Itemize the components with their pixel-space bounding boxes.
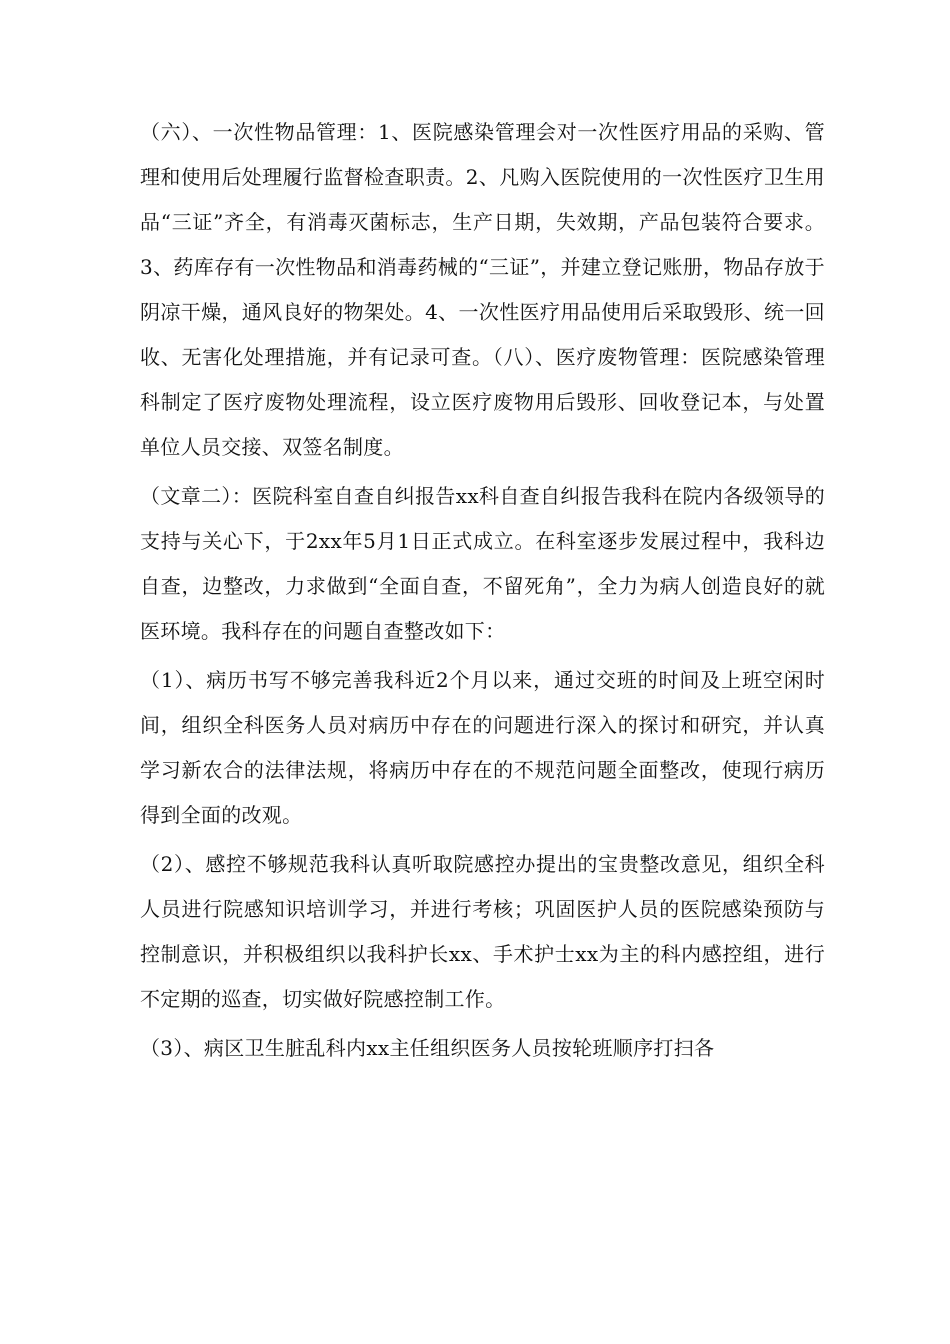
paragraph-item-3-ward-hygiene: （3）、病区卫生脏乱科内xx主任组织医务人员按轮班顺序打扫各 <box>140 1036 715 1060</box>
paragraph-article-two-intro: （文章二）：医院科室自查自纠报告xx科自查自纠报告我科在院内各级领导的支持与关心下，于2xx年5月1日正式成立。在科室逐步发展过程中，我科边自查，边整改，力求做到“全面自查，不留死角”，全力为病人创造良好的就医环境。我科存在的问题自查整改如下： <box>140 484 825 643</box>
paragraph-item-2-infection-control: （2）、感控不够规范我科认真听取院感控办提出的宝贵整改意见，组织全科人员进行院感知识培训学习，并进行考核；巩固医护人员的医院感染预防与控制意识，并积极组织以我科护长xx、手术护士xx为主的科内感控组，进行不定期的巡查，切实做好院感控制工作。 <box>140 852 825 1011</box>
paragraph-disposable-items: （六）、一次性物品管理：1、医院感染管理会对一次性医疗用品的采购、管理和使用后处理履行监督检查职责。2、凡购入医院使用的一次性医疗卫生用品“三证”齐全，有消毒灭菌标志，生产日期，失效期，产品包装符合要求。3、药库存有一次性物品和消毒药械的“三证”，并建立登记账册，物品存放于阴凉干燥，通风良好的物架处。4、一次性医疗用品使用后采取毁形、统一回收、无害化处理措施，并有记录可查。（八）、医疗废物管理：医院感染管理科制定了医疗废物处理流程，设立医疗废物用后毁形、回收登记本，与处置单位人员交接、双签名制度。 <box>140 120 825 459</box>
paragraph-item-1-medical-records: （1）、病历书写不够完善我科近2个月以来，通过交班的时间及上班空闲时间，组织全科医务人员对病历中存在的问题进行深入的探讨和研究，并认真学习新农合的法律法规，将病历中存在的不规范问题全面整改，使现行病历得到全面的改观。 <box>140 668 825 827</box>
document-body <box>140 110 825 1071</box>
